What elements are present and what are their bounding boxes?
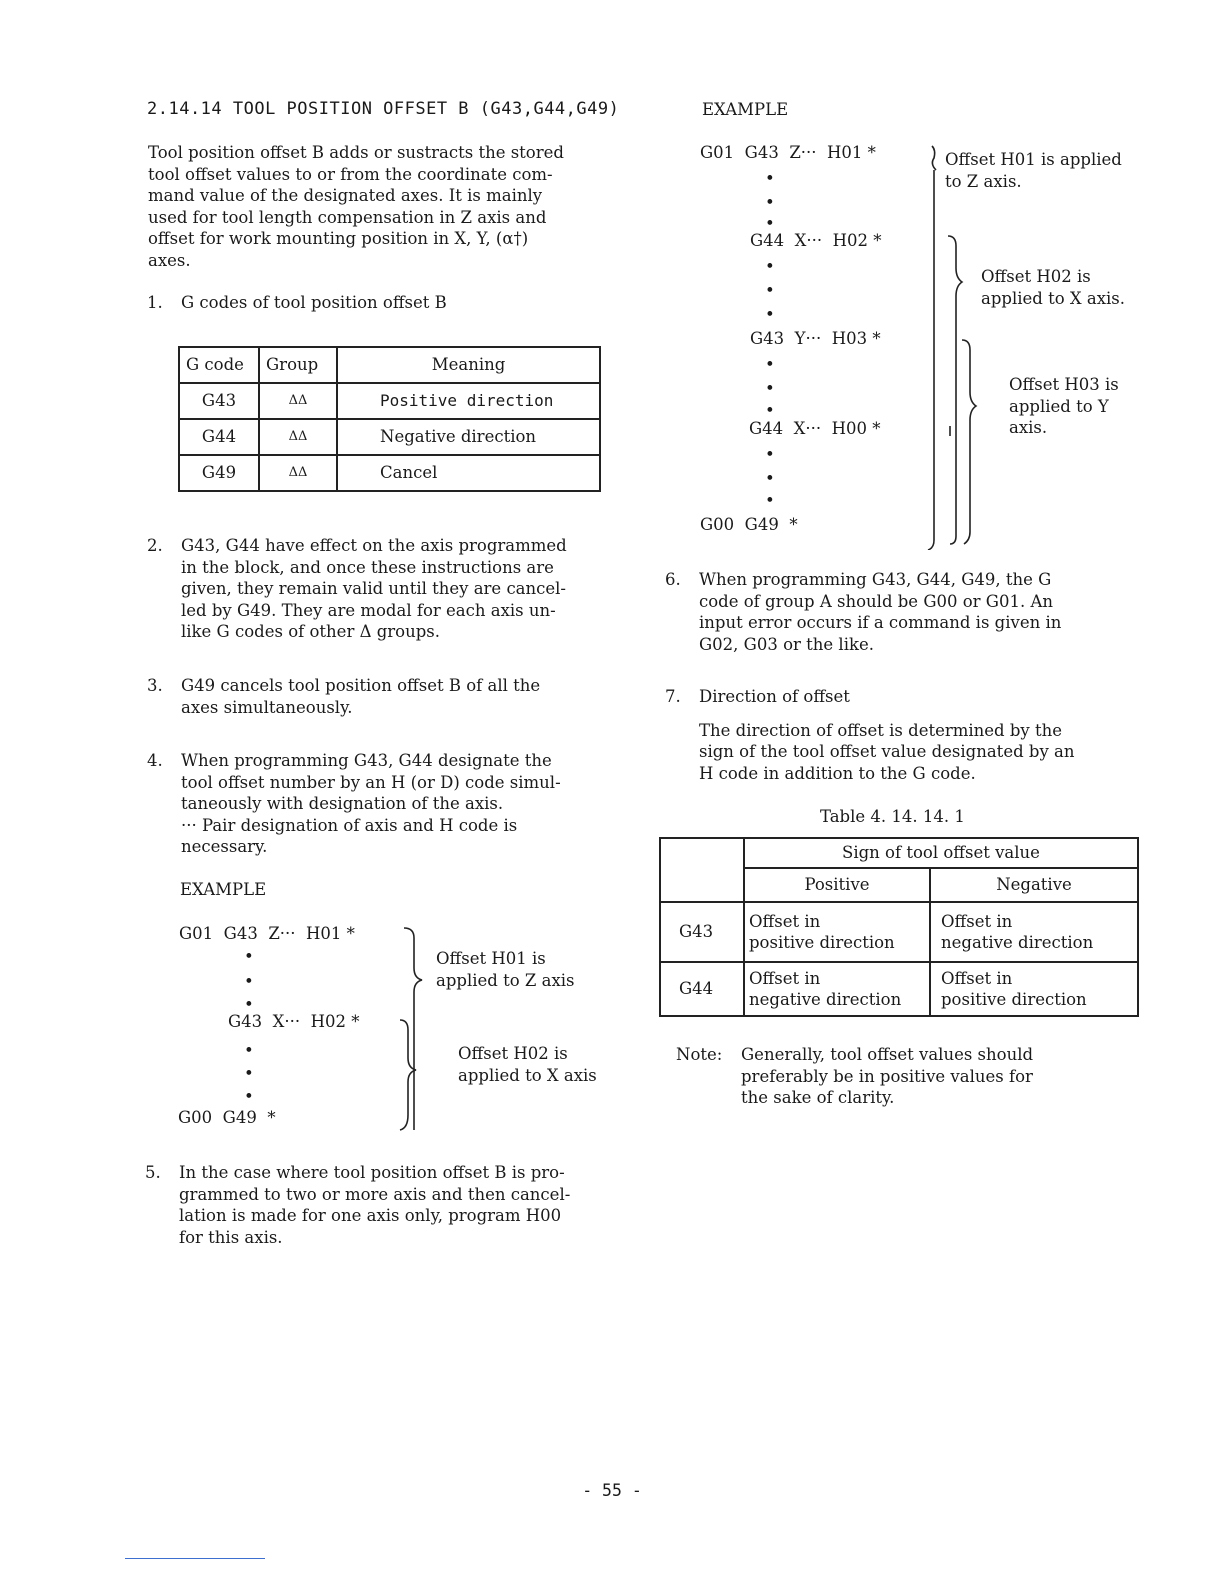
table-cell: ΔΔ xyxy=(259,419,337,455)
ellipsis-dot: • xyxy=(765,355,775,374)
ellipsis-dot: • xyxy=(765,491,775,510)
brace-z-axis xyxy=(932,146,936,170)
list-item-7 xyxy=(665,686,1165,784)
ellipsis-dot: • xyxy=(244,1087,254,1106)
ellipsis-dot: • xyxy=(244,1041,254,1060)
note-line: Offset H03 is xyxy=(1009,375,1119,394)
table-header-row xyxy=(660,838,1138,868)
code-line: G44 X··· H02 * xyxy=(750,231,882,250)
page-number: - 55 - xyxy=(582,1481,642,1500)
table-header-row xyxy=(179,347,600,383)
item-line: input error occurs if a command is given in xyxy=(699,613,1062,632)
table-row xyxy=(660,962,1138,1016)
list-item-3 xyxy=(147,675,647,718)
note-line: applied to Z axis xyxy=(436,970,575,990)
item-line: necessary. xyxy=(181,837,268,856)
table-header-cell: Positive xyxy=(744,868,930,902)
code-line: G43 Y··· H03 * xyxy=(750,329,881,348)
item-line: grammed to two or more axis and then cancel- xyxy=(179,1184,571,1204)
ellipsis-dot: • xyxy=(765,214,775,233)
item-line: like G codes of other Δ groups. xyxy=(181,622,441,641)
list-item-4 xyxy=(147,750,647,858)
note-line: to Z axis. xyxy=(945,171,1022,191)
list-item-1 xyxy=(147,292,647,314)
code-line: G44 X··· H00 * xyxy=(749,419,881,438)
table-header-cell: Meaning xyxy=(337,347,600,383)
list-item-5 xyxy=(145,1162,645,1248)
item-title: Direction of offset xyxy=(699,687,850,706)
list-item-6 xyxy=(665,569,1165,655)
cell-line: Offset in xyxy=(941,912,1013,931)
table-header-cell: Group xyxy=(259,347,337,383)
section-heading: 2.14.14 TOOL POSITION OFFSET B (G43,G44,G49) xyxy=(147,99,620,119)
ellipsis-dot: • xyxy=(765,401,775,420)
item-line: The direction of offset is determined by the xyxy=(699,720,1063,740)
code-line: G01 G43 Z··· H01 * xyxy=(179,924,355,943)
note-line: Offset H01 is xyxy=(436,949,546,968)
code-line: G00 G49 * xyxy=(178,1108,276,1127)
intro-line: Tool position offset B adds or sustracts the stored xyxy=(148,143,564,162)
item-line: code of group A should be G00 or G01. An xyxy=(699,591,1054,611)
item-number: 1. xyxy=(147,293,163,312)
intro-paragraph xyxy=(148,142,638,271)
brace-group-1 xyxy=(396,920,436,1135)
example-2-note-1 xyxy=(945,149,1122,192)
table-cell: G43 xyxy=(179,383,259,419)
table-cell: Negative direction xyxy=(337,419,600,455)
note-line: Offset H02 is xyxy=(981,267,1091,286)
code-line: G00 G49 * xyxy=(700,515,798,534)
cell-line: negative direction xyxy=(749,990,902,1009)
ellipsis-dot: • xyxy=(244,972,254,991)
table-cell: G43 xyxy=(660,902,744,962)
cell-line: negative direction xyxy=(941,933,1094,952)
table-cell: ΔΔ xyxy=(259,455,337,491)
item-line: sign of the tool offset value designated by an xyxy=(699,742,1075,761)
ellipsis-dot: • xyxy=(765,193,775,212)
item-line: given, they remain valid until they are cancel- xyxy=(181,579,567,598)
item-number: 5. xyxy=(145,1163,161,1182)
example-1-note-2 xyxy=(458,1043,597,1086)
ellipsis-dot: • xyxy=(244,995,254,1014)
note-line: preferably be in positive values for xyxy=(741,1066,1033,1086)
brace-z-line xyxy=(928,170,934,550)
ellipsis-dot: • xyxy=(244,947,254,966)
item-number: 2. xyxy=(147,536,163,555)
table-caption: Table 4. 14. 14. 1 xyxy=(820,807,965,826)
table-cell xyxy=(744,902,930,962)
item-line: G43, G44 have effect on the axis programmed xyxy=(181,536,567,555)
gcode-table xyxy=(178,346,601,492)
ellipsis-dot: • xyxy=(765,257,775,276)
list-item-2 xyxy=(147,535,647,643)
item-text: G codes of tool position offset B xyxy=(181,293,447,312)
table-row xyxy=(179,419,600,455)
table-cell: G44 xyxy=(660,962,744,1016)
example-2-note-3 xyxy=(1009,374,1119,439)
code-line: G43 X··· H02 * xyxy=(228,1012,360,1031)
intro-line: offset for work mounting position in X, Y, (α†) xyxy=(148,229,529,248)
ellipsis-dot: • xyxy=(765,469,775,488)
table-cell xyxy=(930,902,1138,962)
footer-rule xyxy=(125,1558,265,1559)
item-line: for this axis. xyxy=(179,1227,283,1247)
note-line: Offset H01 is applied xyxy=(945,150,1122,169)
brace-x-axis xyxy=(948,236,962,544)
item-line: in the block, and once these instructions are xyxy=(181,557,554,577)
item-number: 6. xyxy=(665,570,681,589)
item-line: ··· Pair designation of axis and H code is xyxy=(181,815,518,835)
table-cell: G44 xyxy=(179,419,259,455)
note-line: Generally, tool offset values should xyxy=(741,1045,1034,1064)
table-row xyxy=(179,455,600,491)
brace-group-2 xyxy=(920,140,990,550)
offset-sign-table xyxy=(659,837,1139,1017)
note-line: axis. xyxy=(1009,418,1048,437)
table-header-cell: Negative xyxy=(930,868,1138,902)
item-line: lation is made for one axis only, program H00 xyxy=(179,1206,562,1225)
brace-z-axis xyxy=(404,928,422,1130)
table-cell: Cancel xyxy=(337,455,600,491)
table-cell xyxy=(930,962,1138,1016)
intro-line: used for tool length compensation in Z axis and xyxy=(148,207,547,227)
table-corner-cell xyxy=(660,838,744,902)
note-line: applied to X axis. xyxy=(981,288,1126,308)
code-line: G01 G43 Z··· H01 * xyxy=(700,143,876,162)
item-line: When programming G43, G44 designate the xyxy=(181,751,552,770)
item-line: led by G49. They are modal for each axis un- xyxy=(181,600,556,620)
example-label: EXAMPLE xyxy=(702,100,789,119)
intro-line: tool offset values to or from the coordinate com- xyxy=(148,164,553,184)
item-line: In the case where tool position offset B is pro- xyxy=(179,1163,565,1182)
item-line: When programming G43, G44, G49, the G xyxy=(699,570,1052,589)
example-1-note-1 xyxy=(436,948,575,991)
note-line: applied to X axis xyxy=(458,1065,597,1085)
table-row xyxy=(179,383,600,419)
item-line: H code in addition to the G code. xyxy=(699,763,976,783)
ellipsis-dot: • xyxy=(765,445,775,464)
note-label: Note: xyxy=(676,1045,723,1064)
table-cell: G49 xyxy=(179,455,259,491)
item-line: axes simultaneously. xyxy=(181,697,353,717)
item-line: G02, G03 or the like. xyxy=(699,634,874,654)
note-line: Offset H02 is xyxy=(458,1044,568,1063)
cell-line: Offset in xyxy=(749,969,821,988)
item-number: 4. xyxy=(147,751,163,770)
note-line: the sake of clarity. xyxy=(741,1088,895,1107)
ellipsis-dot: • xyxy=(765,281,775,300)
cell-line: Offset in xyxy=(749,912,821,931)
table-header-cell: Sign of tool offset value xyxy=(744,838,1138,868)
brace-y-axis xyxy=(962,340,976,544)
intro-line: axes. xyxy=(148,250,191,270)
ellipsis-dot: • xyxy=(765,305,775,324)
cell-line: Offset in xyxy=(941,969,1013,988)
table-cell: Positive direction xyxy=(337,383,600,419)
item-line: tool offset number by an H (or D) code simul- xyxy=(181,772,561,792)
ellipsis-dot: • xyxy=(765,379,775,398)
table-row xyxy=(660,902,1138,962)
item-line: G49 cancels tool position offset B of all the xyxy=(181,676,541,695)
example-2-note-2 xyxy=(981,266,1125,309)
ellipsis-dot: • xyxy=(765,169,775,188)
table-header-cell: G code xyxy=(179,347,259,383)
item-number: 7. xyxy=(665,687,681,706)
intro-line: mand value of the designated axes. It is mainly xyxy=(148,186,543,205)
note-text xyxy=(741,1044,1033,1109)
example-label: EXAMPLE xyxy=(180,880,267,899)
cell-line: positive direction xyxy=(749,933,895,952)
note-line: applied to Y xyxy=(1009,396,1109,416)
item-line: taneously with designation of the axis. xyxy=(181,794,504,813)
cell-line: positive direction xyxy=(941,990,1087,1009)
table-cell xyxy=(744,962,930,1016)
item-number: 3. xyxy=(147,676,163,695)
table-cell: ΔΔ xyxy=(259,383,337,419)
ellipsis-dot: • xyxy=(244,1064,254,1083)
